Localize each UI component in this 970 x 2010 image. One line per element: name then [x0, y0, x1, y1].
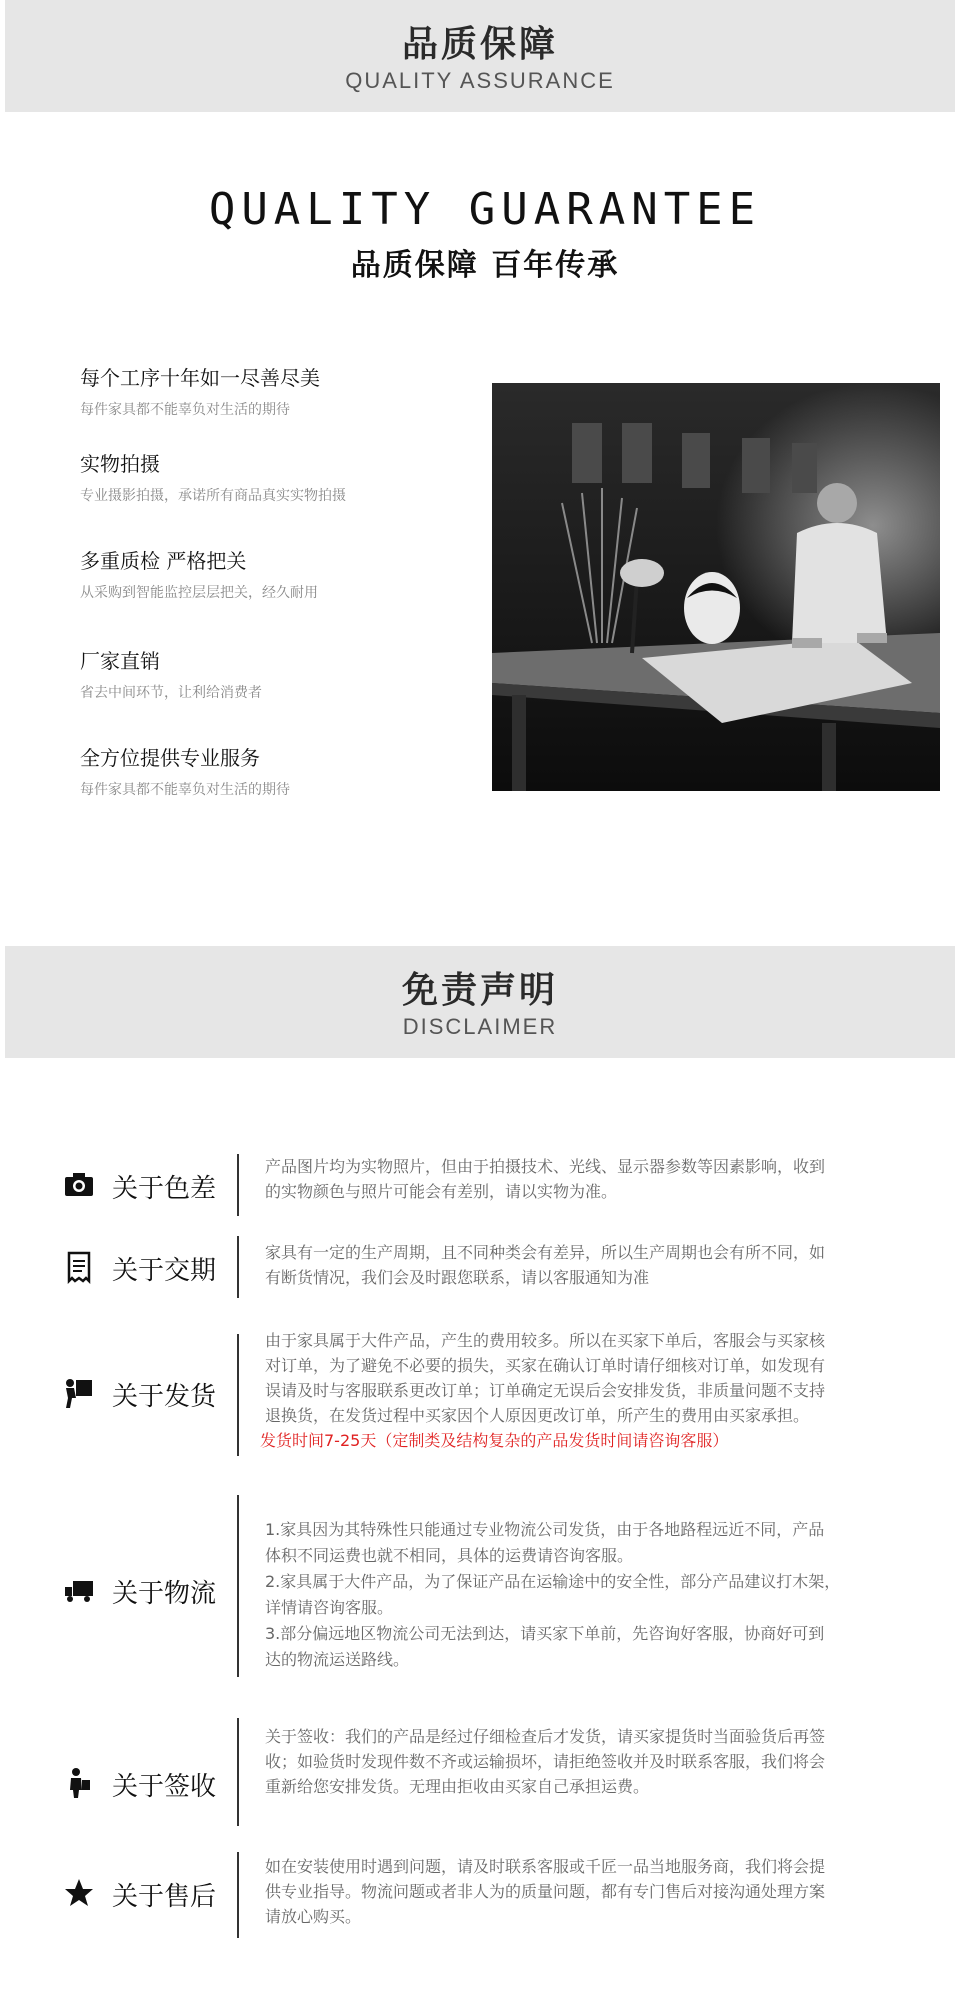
feature-title: 多重质检 严格把关	[80, 549, 247, 573]
guarantee-title: QUALITY GUARANTEE	[208, 184, 762, 235]
row-label: 关于物流	[112, 1579, 217, 1609]
divider	[237, 1852, 239, 1938]
guarantee-subtitle: 品质保障 百年传承	[350, 248, 620, 283]
divider	[237, 1236, 239, 1298]
divider	[237, 1495, 239, 1677]
row-text: 如在安装使用时遇到问题，请及时联系客服或千匠一品当地服务商，我们将会提 供专业指导。物流问题或者非人为的质量问题，都有专门售后对接沟通处理方案 请放心购买。	[265, 1857, 826, 1926]
row-text: 产品图片均为实物照片，但由于拍摄技术、光线、显示器参数等因素影响，收到 的实物颜色与照片可能会有差别，请以实物为准。	[265, 1157, 826, 1201]
row-label: 关于发货	[112, 1382, 217, 1412]
quality-assurance-banner	[5, 0, 955, 112]
feature-desc: 省去中间环节，让利给消费者	[80, 685, 262, 701]
camera-icon	[62, 1168, 96, 1202]
receipt-icon	[62, 1250, 96, 1284]
feature-item	[80, 362, 460, 419]
feature-desc: 专业摄影拍摄，承诺所有商品真实实物拍摄	[80, 488, 346, 504]
row-text: 关于签收：我们的产品是经过仔细检查后才发货，请买家提货时当面验货后再签 收；如验货时发现件数不齐或运输损坏，请拒绝签收并及时联系客服，我们将会 重新给您安排发货。无理由拒收由买家自己承担运费。	[265, 1727, 826, 1796]
feature-title: 每个工序十年如一尽善尽美	[80, 366, 320, 390]
divider	[237, 1718, 239, 1826]
shipping-time-note: 发货时间7-25天（定制类及结构复杂的产品发货时间请咨询客服）	[260, 1431, 729, 1450]
feature-item	[80, 645, 460, 702]
delivery-person-icon	[62, 1376, 96, 1410]
row-text: 家具有一定的生产周期，且不同种类会有差异，所以生产周期也会有所不同，如 有断货情况，我们会及时跟您联系，请以客服通知为准	[265, 1243, 826, 1287]
feature-title: 实物拍摄	[80, 452, 160, 476]
row-text: 由于家具属于大件产品，产生的费用较多。所以在买家下单后，客服会与买家核 对订单，为了避免不必要的损失，买家在确认订单时请仔细核对订单，如发现有 误请及时与客服联系更改订单；订单确定无误后会安排发货，非质量问题不支持 退换货，在发货过程中买家因个人原因更改订单，所产生的费用由买家承担。	[265, 1331, 826, 1425]
feature-item	[80, 545, 460, 602]
disclaimer-banner-title: 免责声明	[401, 970, 558, 1011]
feature-title: 全方位提供专业服务	[80, 746, 260, 770]
craftsman-workshop-photo	[492, 383, 940, 791]
feature-item	[80, 742, 460, 799]
disclaimer-banner-subtitle: DISCLAIMER	[402, 1014, 558, 1039]
feature-item	[80, 448, 460, 505]
row-label: 关于交期	[112, 1256, 217, 1286]
row-label: 关于色差	[112, 1174, 217, 1204]
row-label: 关于签收	[112, 1772, 217, 1802]
row-label: 关于售后	[112, 1882, 217, 1912]
quality-banner-title: 品质保障	[401, 24, 558, 65]
feature-desc: 每件家具都不能辜负对生活的期待	[80, 402, 290, 418]
divider	[237, 1154, 239, 1216]
star-icon	[62, 1876, 96, 1910]
truck-icon	[62, 1573, 96, 1607]
disclaimer-banner	[5, 946, 955, 1058]
feature-title: 厂家直销	[80, 649, 160, 673]
feature-desc: 每件家具都不能辜负对生活的期待	[80, 782, 290, 798]
feature-desc: 从采购到智能监控层层把关，经久耐用	[80, 585, 318, 601]
signing-person-icon	[62, 1766, 96, 1800]
row-text: 1.家具因为其特殊性只能通过专业物流公司发货，由于各地路程远近不同，产品 体积不同运费也就不相同，具体的运费请咨询客服。 2.家具属于大件产品，为了保证产品在运输途中的安全性，部分产品建议打木架， 详情请咨询客服。 3.部分偏远地区物流公司无法到达，请买家下单前，先咨询好客服，协商好可到 达的物流运送路线。	[265, 1520, 841, 1669]
quality-banner-subtitle: QUALITY ASSURANCE	[345, 68, 615, 93]
divider	[237, 1334, 239, 1456]
